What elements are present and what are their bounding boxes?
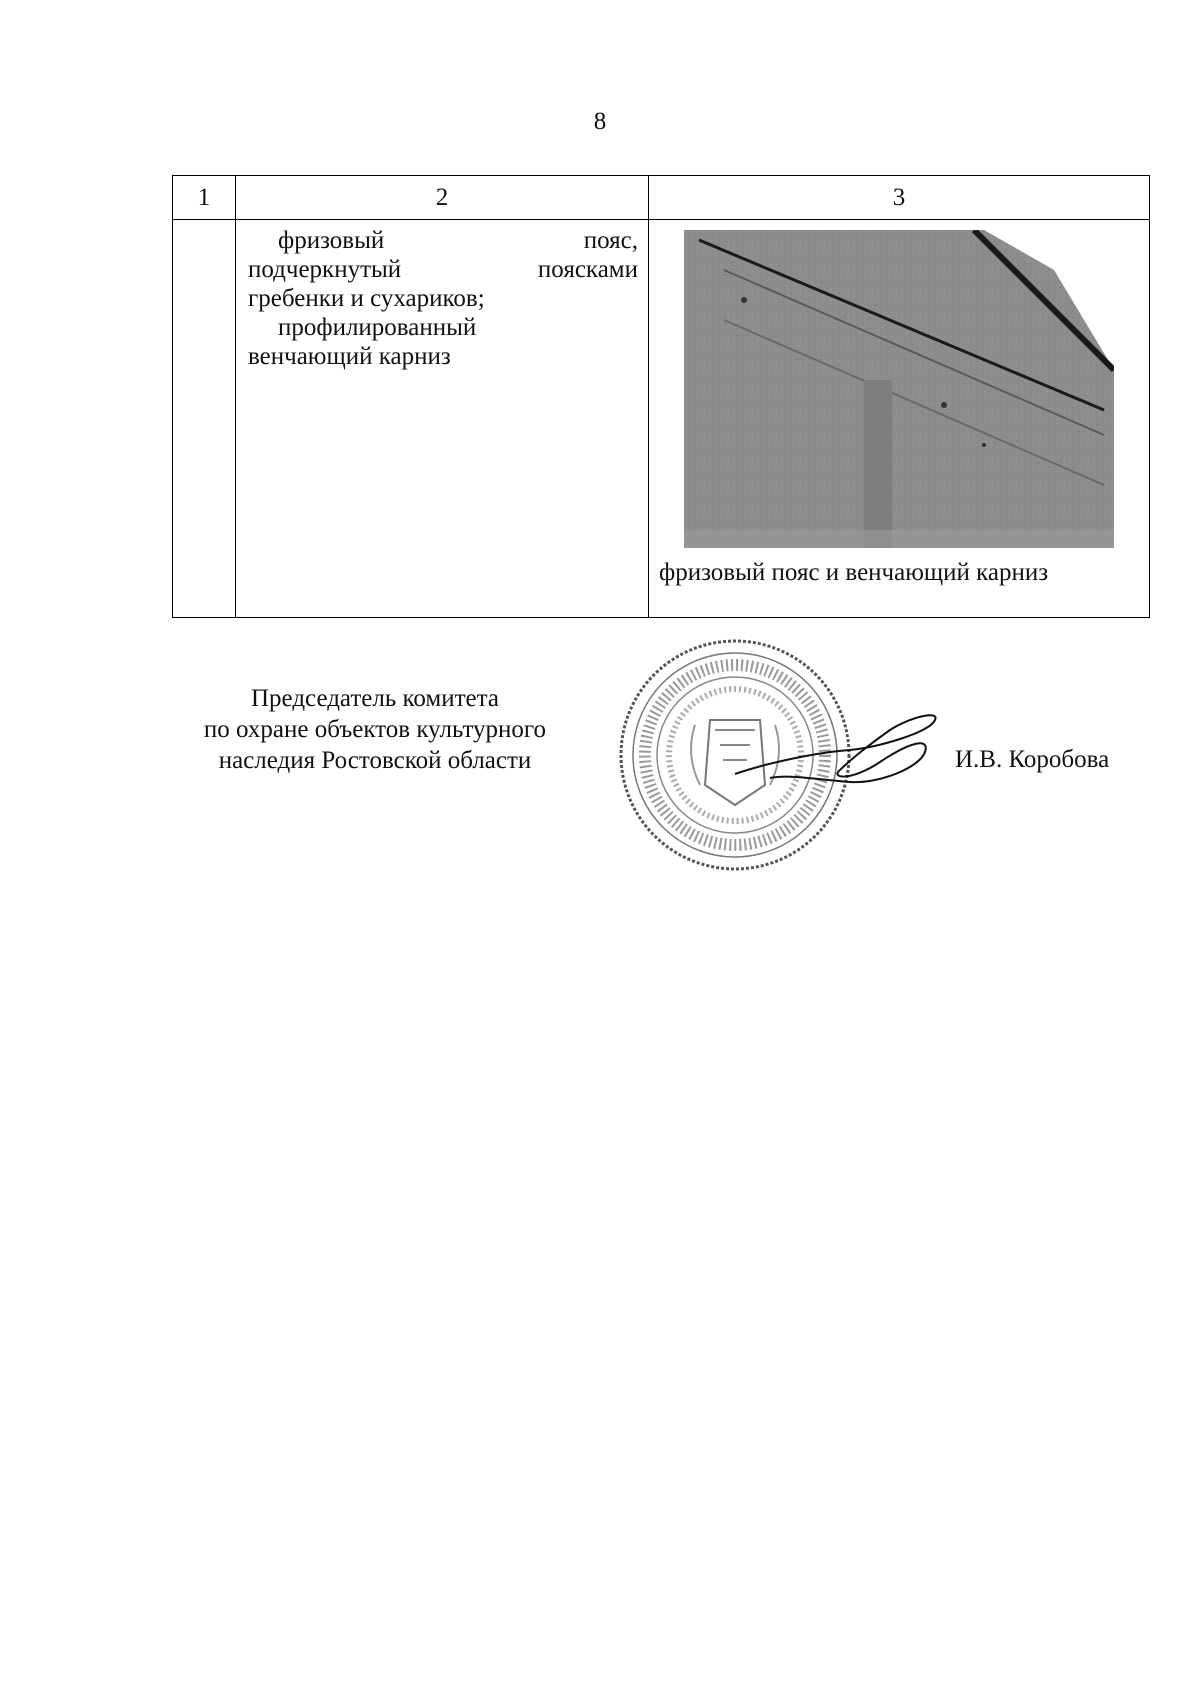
description-line: подчеркнутый поясками [248,256,638,283]
description-line: профилированный [278,314,477,341]
signatory-title-line: Председатель комитета [251,685,499,712]
signatory-title-line: наследия Ростовской области [218,747,532,774]
signatory-title-line: по охране объектов культурного [203,716,547,743]
document-table [172,175,1150,618]
header-col-1: 1 [173,176,236,220]
signatory-title [170,683,580,776]
signatory-name: И.В. Коробова [955,746,1110,773]
description-line: фризовый пояс, [278,227,638,254]
handwritten-signature [730,712,940,802]
page-number: 8 [593,108,607,135]
table-row [173,220,1150,618]
description-cell [236,220,649,618]
row-number-cell [173,220,236,618]
photo-caption: фризовый пояс и венчающий карниз [659,559,1049,586]
header-col-3: 3 [649,176,1150,220]
facade-photo [684,230,1114,548]
table-header-row [173,176,1150,220]
description-line: гребенки и сухариков; [248,285,485,312]
header-col-2: 2 [236,176,649,220]
description-line: венчающий карниз [248,343,451,370]
photo-cell [649,220,1150,618]
